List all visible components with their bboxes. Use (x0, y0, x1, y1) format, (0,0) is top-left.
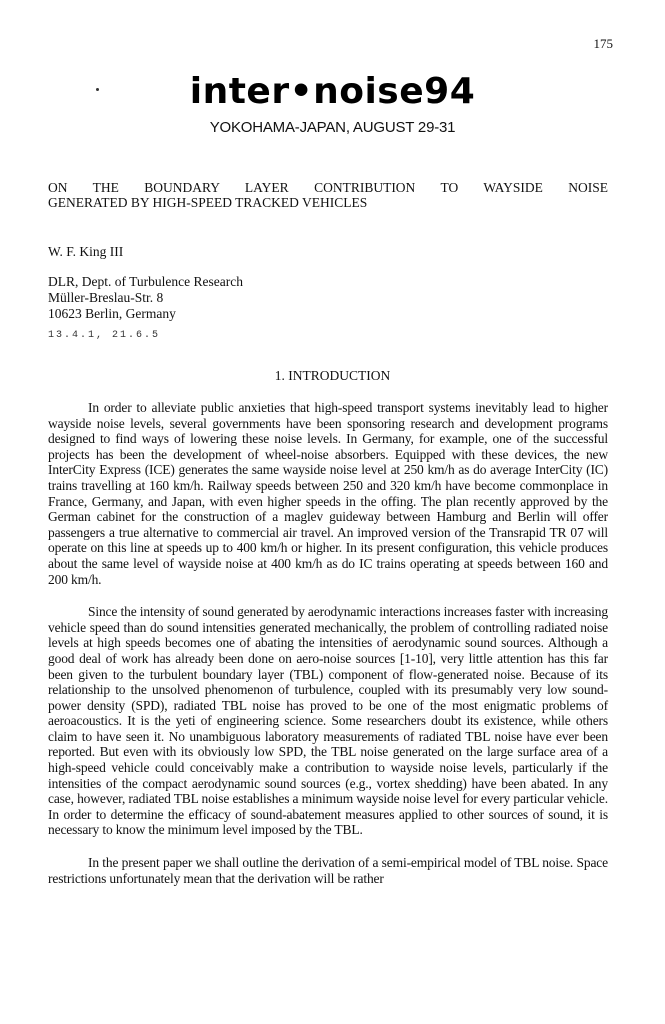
section-heading: 1. INTRODUCTION (274, 368, 391, 383)
body-paragraph: In order to alleviate public anxieties that high-speed transport systems inevitably lead to higher wayside noise levels, several governments have been sponsoring research and development programs designed to find ways of lowering these noise levels. In Germany, for example, one of the successful projects has been the development of wheel-noise absorbers. Equipped with these devices, the new InterCity Express (ICE) generates the same wayside noise level at 250 km/h as do average InterCity (IC) trains travelling at 160 km/h. Railway speeds between 250 and 320 km/h have become commonplace in France, Germany, and Japan, with even higher speeds in the offing. The plan recently approved by the German cabinet for the construction of a maglev guideway between Hamburg and Berlin will offer passengers a true alternative to commercial air travel. An improved version of the Transrapid TR 07 will operate on this line at speeds up to 400 km/h or higher. In its present configuration, this vehicle produces about the same level of wayside noise at 400 km/h as do IC trains operating at speeds between 160 and 200 km/h. (48, 400, 608, 587)
classification-code: 13.4.1, 21.6.5 (48, 330, 161, 341)
affiliation-line: DLR, Dept. of Turbulence Research (48, 274, 243, 289)
body-paragraph: In the present paper we shall outline the derivation of a semi-empirical model of TBL noise. Space restrictions unfortunately mean that the derivation will be rather (48, 855, 608, 886)
paper-title-line-1: ON THE BOUNDARY LAYER CONTRIBUTION TO WAYSIDE NOISE (48, 180, 608, 195)
paper-title (48, 180, 608, 210)
conference-location-date: YOKOHAMA-JAPAN, AUGUST 29-31 (209, 119, 456, 136)
affiliation-line: 10623 Berlin, Germany (48, 306, 176, 321)
body-paragraph: Since the intensity of sound generated by aerodynamic interactions increases faster with increasing vehicle speed than do sound intensities generated mechanically, the problem of controlling radiated noise levels at high speeds becomes one of abating the intensities of aerodynamic sound sources. Although a good deal of work has already been done on aero-noise sources [1-10], very little attention has this far been given to the turbulent boundary layer (TBL) component of flow-generated noise. Because of its relationship to the unsolved phenomenon of turbulence, coupled with its presumably very low sound-power density (SPD), radiated TBL noise has proved to be one of the most enigmatic problems of aeroacoustics. It is the yeti of engineering science. Some researchers doubt its existence, while others claim to have seen it. No unambiguous laboratory measurements of radiated TBL noise have ever been reported. But even with its obviously low SPD, the TBL noise generated on the large surface area of a high-speed vehicle could conceivably make a contribution to wayside noise levels, particularly if the intensities of the compact aerodynamic sound sources (e.g., vortex shedding) have been abated. In any case, however, radiated TBL noise establishes a minimum wayside noise level for every particular vehicle. In order to determine the efficacy of sound-abatement measures applied to other sources of sound, it is necessary to know the minimum level imposed by the TBL. (48, 604, 608, 838)
author-affiliation (48, 274, 243, 322)
page-number: 175 (593, 36, 613, 51)
conference-logo: inter•noise94 (189, 71, 476, 112)
section-body (48, 400, 608, 903)
paper-title-line-2: GENERATED BY HIGH-SPEED TRACKED VEHICLES (48, 195, 368, 210)
affiliation-line: Müller-Breslau-Str. 8 (48, 290, 164, 305)
author-name: W. F. King III (48, 244, 124, 259)
